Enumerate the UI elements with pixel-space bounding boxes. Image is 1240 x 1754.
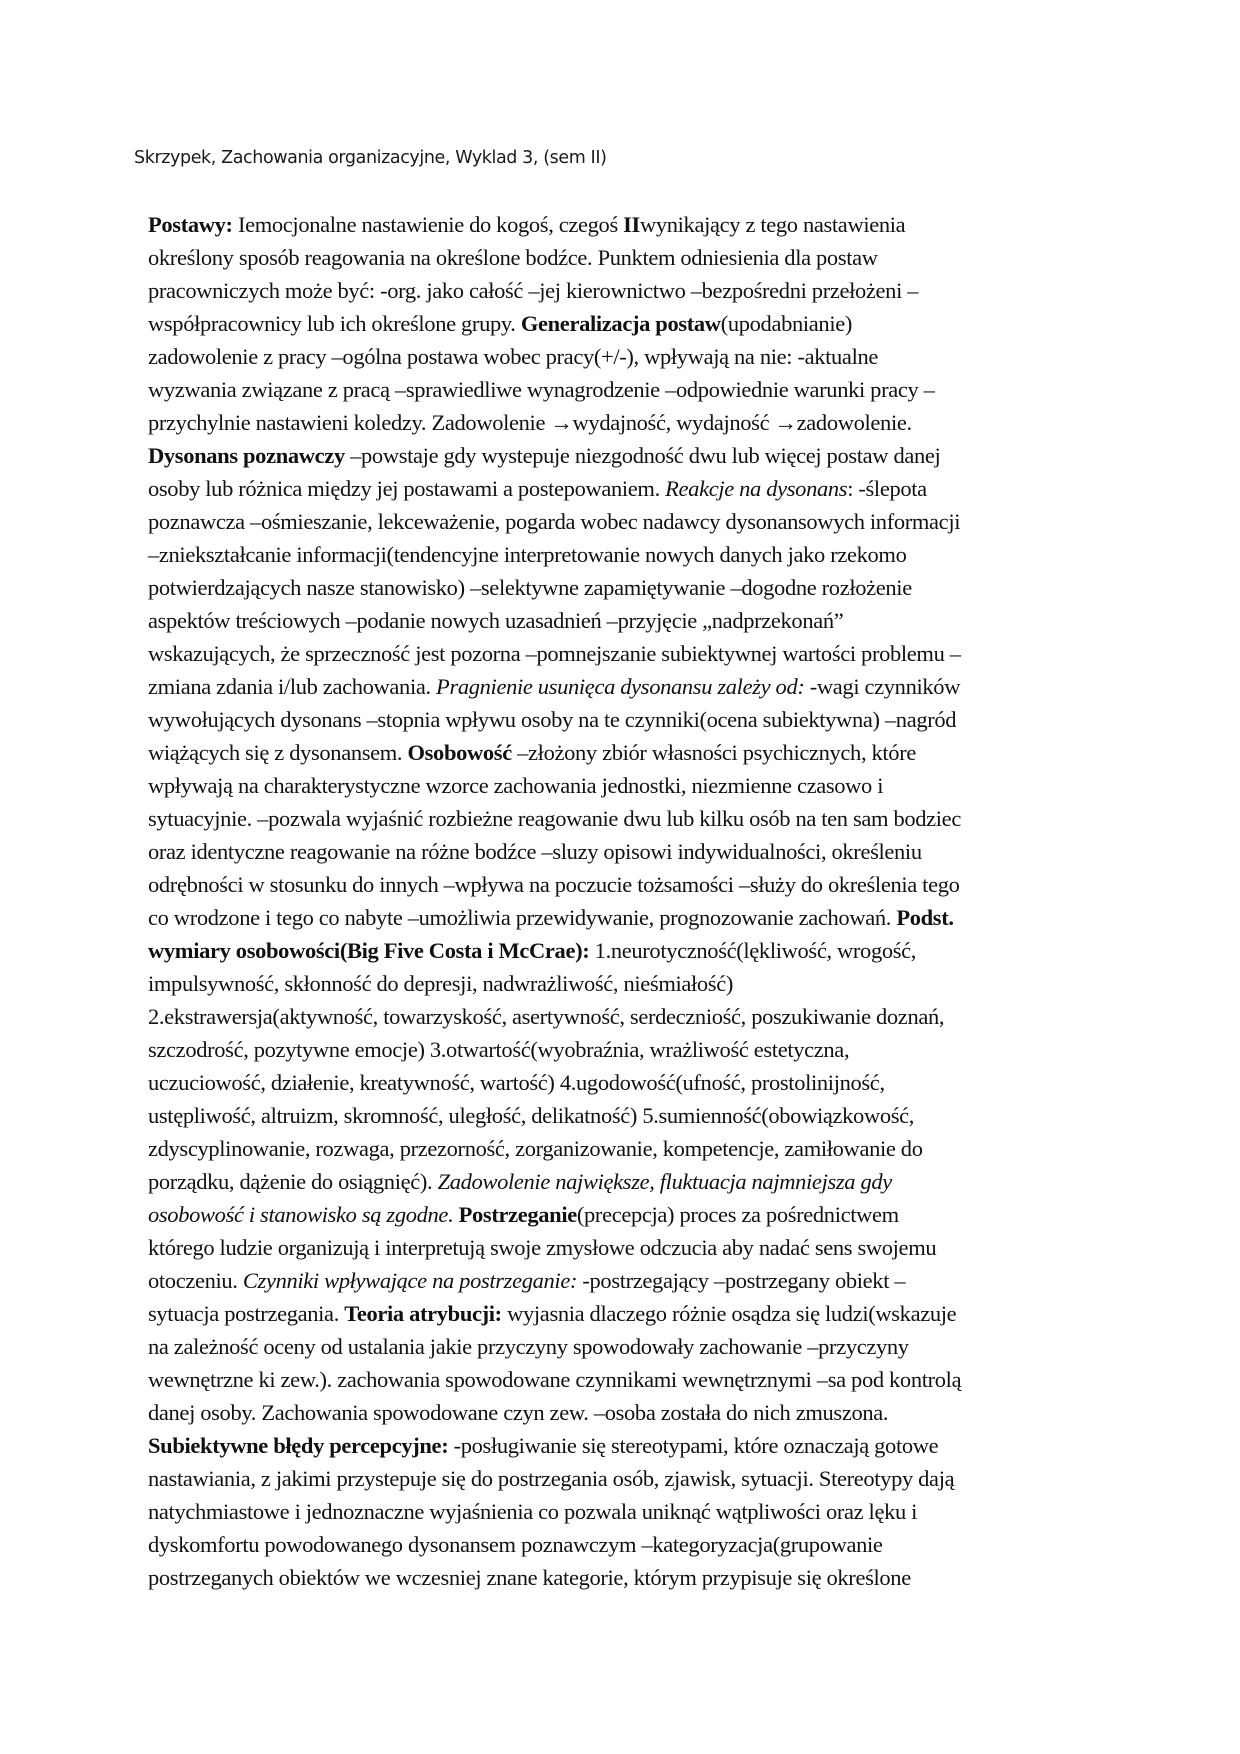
text-line [148,1264,1098,1297]
text-segment: natychmiastowe i jednoznaczne wyjaśnienia co pozwala uniknąć wątpliwości oraz lęku i [148,1499,918,1524]
text-segment: odrębności w stosunku do innych –wpływa na poczucie tożsamości –służy do określenia tego [148,872,960,897]
text-segment: wyzwania związane z pracą –sprawiedliwe wynagrodzenie –odpowiednie warunki pracy – [148,377,935,402]
text-line [148,1297,1098,1330]
text-segment: aspektów treściowych –podanie nowych uzasadnień –przyjęcie „nadprzekonań” [148,608,844,633]
text-line [148,868,1098,901]
text-segment: którego ludzie organizują i interpretują swoje zmysłowe odczucia aby nadać sens swojemu [148,1235,937,1260]
text-segment: co wrodzone i tego co nabyte –umożliwia przewidywanie, prognozowanie zachowań. [148,905,897,930]
text-segment: wpływają na charakterystyczne wzorce zachowania jednostki, niezmienne czasowo i [148,773,884,798]
text-segment: zadowolenie z pracy –ogólna postawa wobec pracy(+/-), wpływają na nie: -aktualne [148,344,879,369]
text-line [148,307,1098,340]
text-segment: ustępliwość, altruizm, skromność, uległość, delikatność) 5.sumienność(obowiązkowość, [148,1103,915,1128]
text-line [148,736,1098,769]
text-line [148,802,1098,835]
text-segment: wynikający z tego nastawienia [639,212,906,237]
text-line [148,1099,1098,1132]
text-line [148,1429,1098,1462]
text-segment: 1.neurotyczność(lękliwość, wrogość, [589,938,917,963]
text-segment: na zależność oceny od ustalania jakie przyczyny spowodowały zachowanie –przyczyny [148,1334,909,1359]
bold-term: Teoria atrybucji: [344,1301,502,1326]
text-segment: oraz identyczne reagowanie na różne bodźce –sluzy opisowi indywidualności, określeniu [148,839,922,864]
text-segment: zdyscyplinowanie, rozwaga, przezorność, zorganizowanie, kompetencje, zamiłowanie do [148,1136,923,1161]
text-line [148,1165,1098,1198]
text-segment: Iemocjonalne nastawienie do kogoś, czegoś [232,212,624,237]
text-segment: dyskomfortu powodowanego dysonansem poznawczym –kategoryzacja(grupowanie [148,1532,883,1557]
text-line [148,1462,1098,1495]
italic-phrase: Czynniki wpływające na postrzeganie: [242,1268,578,1293]
text-segment: postrzeganych obiektów we wczesniej znane kategorie, którym przypisuje się określone [148,1565,911,1590]
text-segment: szczodrość, pozytywne emocje) 3.otwartość(wyobraźnia, wrażliwość estetyczna, [148,1037,850,1062]
text-line [148,934,1098,967]
italic-phrase: osobowość i stanowisko są zgodne. [148,1202,454,1227]
text-segment: –zniekształcanie informacji(tendencyjne interpretowanie nowych danych jako rzekomo [148,542,907,567]
text-line [148,1000,1098,1033]
text-line [148,1132,1098,1165]
text-line [148,1231,1098,1264]
text-segment: wywołujących dysonans –stopnia wpływu osoby na te czynniki(ocena subiektywna) –nagród [148,707,957,732]
text-line [148,274,1098,307]
text-line [148,670,1098,703]
bold-term: Generalizacja postaw [520,311,721,336]
text-line [148,835,1098,868]
text-segment: : -ślepota [847,476,927,501]
text-segment: -postrzegający –postrzegany obiekt – [577,1268,906,1293]
text-segment: osoby lub różnica między jej postawami a postepowaniem. [148,476,666,501]
text-segment: otoczeniu. [148,1268,243,1293]
text-line [148,604,1098,637]
text-segment: zmiana zdania i/lub zachowania. [148,674,437,699]
document-body [148,208,1098,1594]
text-segment: danej osoby. Zachowania spowodowane czyn zew. –osoba została do nich zmuszona. [148,1400,889,1425]
text-line [148,208,1098,241]
text-line [148,373,1098,406]
text-line [148,769,1098,802]
text-line [148,241,1098,274]
text-segment: pracowniczych może być: -org. jako całość –jej kierownictwo –bezpośredni przełożeni – [148,278,919,303]
text-line [148,472,1098,505]
text-segment: 2.ekstrawersja(aktywność, towarzyskość, asertywność, serdeczniość, poszukiwanie doznań, [148,1004,945,1029]
text-line [148,439,1098,472]
bold-term: Postrzeganie [458,1202,577,1227]
text-segment: potwierdzających nasze stanowisko) –selektywne zapamiętywanie –dogodne rozłożenie [148,575,912,600]
text-line [148,340,1098,373]
text-line [148,901,1098,934]
bold-term: Osobowość [407,740,512,765]
text-segment: (upodabnianie) [720,311,853,336]
text-segment: –powstaje gdy wystepuje niezgodność dwu lub więcej postaw danej [344,443,941,468]
text-line [148,1528,1098,1561]
bold-term: Subiektywne błędy percepcyjne: [148,1433,449,1458]
text-segment: -wagi czynników [804,674,961,699]
text-segment: impulsywność, skłonność do depresji, nadwrażliwość, nieśmiałość) [148,971,733,996]
text-segment: przychylnie nastawieni koledzy. Zadowolenie →wydajność, wydajność →zadowolenie. [148,410,912,435]
text-line [148,1066,1098,1099]
text-segment: wskazujących, że sprzeczność jest pozorna –pomnejszanie subiektywnej wartości problemu – [148,641,961,666]
text-segment: wiążących się z dysonansem. [148,740,408,765]
text-segment: sytuacyjnie. –pozwala wyjaśnić rozbieżne reagowanie dwu lub kilku osób na ten sam bodziec [148,806,961,831]
bold-term: Podst. [896,905,954,930]
text-segment: –złożony zbiór własności psychicznych, które [511,740,916,765]
text-line [148,538,1098,571]
text-segment: wewnętrzne ki zew.). zachowania spowodowane czynnikami wewnętrznymi –sa pod kontrolą [148,1367,962,1392]
text-segment: wyjasnia dlaczego różnie osądza się ludzi(wskazuje [501,1301,957,1326]
bold-term: II [623,212,640,237]
document-header: Skrzypek, Zachowania organizacyjne, Wyklad 3, (sem II) [134,148,607,168]
text-segment: współpracownicy lub ich określone grupy. [148,311,521,336]
text-segment: uczuciowość, działenie, kreatywność, wartość) 4.ugodowość(ufność, prostolinijność, [148,1070,885,1095]
text-segment: sytuacja postrzegania. [148,1301,345,1326]
text-segment: porządku, dążenie do osiągnięć). [148,1169,438,1194]
text-line [148,1495,1098,1528]
text-line [148,1396,1098,1429]
text-segment: (precepcja) proces za pośrednictwem [576,1202,899,1227]
text-line [148,406,1098,439]
bold-term: Postawy: [148,212,233,237]
text-line [148,1330,1098,1363]
text-line [148,637,1098,670]
text-segment: -posługiwanie się stereotypami, które oznaczają gotowe [448,1433,939,1458]
text-segment: nastawiania, z jakimi przystepuje się do postrzegania osób, zjawisk, sytuacji. Stereotypy dają [148,1466,955,1491]
text-segment: poznawcza –ośmieszanie, lekceważenie, pogarda wobec nadawcy dysonansowych informacji [148,509,961,534]
text-line [148,1561,1098,1594]
bold-term: wymiary osobowości(Big Five Costa i McCrae): [148,938,590,963]
text-segment: określony sposób reagowania na określone bodźce. Punktem odniesienia dla postaw [148,245,878,270]
italic-phrase: Zadowolenie największe, fluktuacja najmniejsza gdy [437,1169,892,1194]
italic-phrase: Reakcje na dysonans [665,476,848,501]
text-line [148,1363,1098,1396]
text-line [148,505,1098,538]
italic-phrase: Pragnienie usunięca dysonansu zależy od: [436,674,805,699]
text-line [148,571,1098,604]
text-line [148,967,1098,1000]
text-line [148,1033,1098,1066]
bold-term: Dysonans poznawczy [148,443,345,468]
text-line [148,1198,1098,1231]
text-line [148,703,1098,736]
